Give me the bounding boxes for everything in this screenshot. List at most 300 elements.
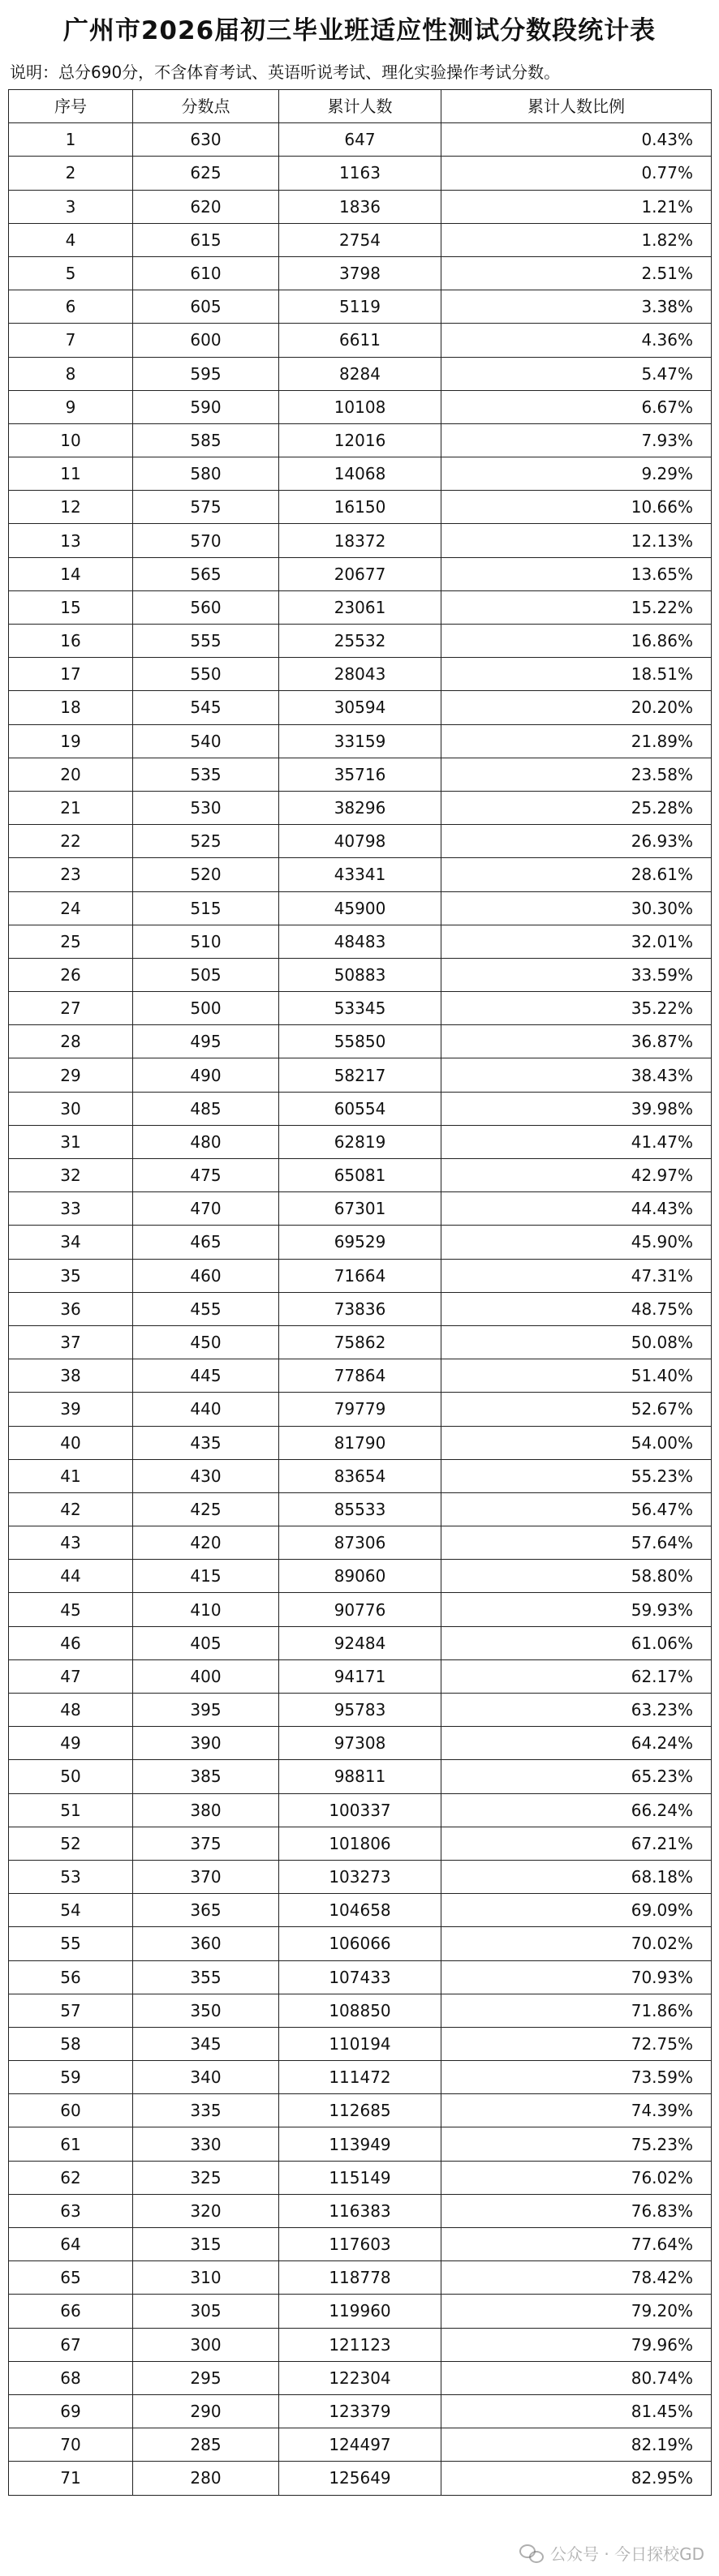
cell-score: 565 <box>133 557 279 590</box>
cell-cumulative-count: 101806 <box>279 1827 441 1860</box>
cell-index: 63 <box>9 2194 133 2227</box>
cell-index: 36 <box>9 1292 133 1325</box>
table-row <box>9 691 712 724</box>
cell-cumulative-count: 85533 <box>279 1492 441 1526</box>
cell-score: 620 <box>133 190 279 223</box>
table-row <box>9 2127 712 2161</box>
table-row <box>9 2027 712 2060</box>
cell-cumulative-count: 95783 <box>279 1694 441 1727</box>
cell-score: 630 <box>133 123 279 157</box>
cell-cumulative-ratio: 67.21% <box>441 1827 712 1860</box>
cell-cumulative-ratio: 75.23% <box>441 2127 712 2161</box>
cell-cumulative-ratio: 55.23% <box>441 1459 712 1492</box>
cell-cumulative-ratio: 48.75% <box>441 1292 712 1325</box>
table-row <box>9 1659 712 1693</box>
cell-cumulative-ratio: 52.67% <box>441 1393 712 1426</box>
cell-index: 24 <box>9 891 133 925</box>
cell-cumulative-ratio: 25.28% <box>441 791 712 824</box>
page-title: 广州市2026届初三毕业班适应性测试分数段统计表 <box>62 16 657 45</box>
cell-cumulative-ratio: 74.39% <box>441 2094 712 2127</box>
cell-score: 360 <box>133 1927 279 1960</box>
cell-cumulative-count: 113949 <box>279 2127 441 2161</box>
cell-score: 450 <box>133 1325 279 1359</box>
cell-cumulative-ratio: 10.66% <box>441 491 712 524</box>
cell-index: 10 <box>9 423 133 457</box>
table-row <box>9 625 712 658</box>
table-row <box>9 2194 712 2227</box>
cell-cumulative-count: 110194 <box>279 2027 441 2060</box>
cell-cumulative-ratio: 5.47% <box>441 357 712 390</box>
cell-cumulative-count: 117603 <box>279 2228 441 2261</box>
cell-index: 35 <box>9 1259 133 1292</box>
cell-score: 480 <box>133 1125 279 1158</box>
cell-cumulative-ratio: 57.64% <box>441 1526 712 1560</box>
cell-index: 50 <box>9 1760 133 1793</box>
table-row <box>9 1159 712 1192</box>
table-header <box>9 90 712 123</box>
cell-score: 445 <box>133 1359 279 1393</box>
cell-cumulative-ratio: 77.64% <box>441 2228 712 2261</box>
header-score: 分数点 <box>133 90 279 123</box>
table-row <box>9 1359 712 1393</box>
cell-cumulative-count: 81790 <box>279 1426 441 1459</box>
cell-score: 425 <box>133 1492 279 1526</box>
table-row <box>9 1325 712 1359</box>
table-body <box>9 123 712 2495</box>
cell-cumulative-ratio: 21.89% <box>441 724 712 758</box>
cell-cumulative-count: 111472 <box>279 2061 441 2094</box>
cell-cumulative-count: 3798 <box>279 256 441 290</box>
cell-score: 310 <box>133 2261 279 2295</box>
table-row <box>9 1125 712 1158</box>
cell-index: 53 <box>9 1860 133 1893</box>
cell-index: 12 <box>9 491 133 524</box>
cell-cumulative-count: 77864 <box>279 1359 441 1393</box>
header-row <box>9 90 712 123</box>
cell-score: 420 <box>133 1526 279 1560</box>
cell-score: 590 <box>133 390 279 423</box>
cell-cumulative-count: 58217 <box>279 1058 441 1092</box>
cell-cumulative-ratio: 38.43% <box>441 1058 712 1092</box>
cell-score: 535 <box>133 758 279 791</box>
cell-score: 525 <box>133 825 279 858</box>
cell-cumulative-count: 69529 <box>279 1226 441 1259</box>
cell-score: 610 <box>133 256 279 290</box>
cell-cumulative-ratio: 33.59% <box>441 958 712 991</box>
cell-cumulative-ratio: 39.98% <box>441 1092 712 1125</box>
cell-cumulative-count: 106066 <box>279 1927 441 1960</box>
table-row <box>9 223 712 256</box>
cell-cumulative-count: 1163 <box>279 157 441 190</box>
cell-score: 355 <box>133 1960 279 1994</box>
cell-index: 55 <box>9 1927 133 1960</box>
cell-cumulative-ratio: 76.02% <box>441 2161 712 2194</box>
table-row <box>9 758 712 791</box>
cell-cumulative-count: 100337 <box>279 1793 441 1827</box>
cell-cumulative-count: 123379 <box>279 2394 441 2428</box>
cell-cumulative-count: 79779 <box>279 1393 441 1426</box>
cell-cumulative-ratio: 36.87% <box>441 1025 712 1058</box>
cell-score: 315 <box>133 2228 279 2261</box>
cell-score: 495 <box>133 1025 279 1058</box>
cell-cumulative-ratio: 1.21% <box>441 190 712 223</box>
cell-score: 405 <box>133 1626 279 1659</box>
cell-cumulative-count: 35716 <box>279 758 441 791</box>
table-row <box>9 290 712 324</box>
cell-index: 62 <box>9 2161 133 2194</box>
cell-cumulative-ratio: 9.29% <box>441 457 712 491</box>
cell-score: 395 <box>133 1694 279 1727</box>
cell-index: 19 <box>9 724 133 758</box>
cell-index: 20 <box>9 758 133 791</box>
cell-index: 39 <box>9 1393 133 1426</box>
cell-score: 370 <box>133 1860 279 1893</box>
cell-cumulative-ratio: 42.97% <box>441 1159 712 1192</box>
cell-score: 560 <box>133 590 279 624</box>
cell-index: 31 <box>9 1125 133 1158</box>
cell-index: 23 <box>9 858 133 891</box>
cell-cumulative-ratio: 65.23% <box>441 1760 712 1793</box>
cell-score: 440 <box>133 1393 279 1426</box>
cell-cumulative-count: 55850 <box>279 1025 441 1058</box>
cell-cumulative-count: 8284 <box>279 357 441 390</box>
table-row <box>9 390 712 423</box>
cell-score: 285 <box>133 2428 279 2462</box>
cell-cumulative-count: 118778 <box>279 2261 441 2295</box>
header-cumulative-count: 累计人数 <box>279 90 441 123</box>
cell-index: 59 <box>9 2061 133 2094</box>
table-row <box>9 2261 712 2295</box>
cell-index: 22 <box>9 825 133 858</box>
cell-index: 47 <box>9 1659 133 1693</box>
table-row <box>9 1793 712 1827</box>
cell-index: 4 <box>9 223 133 256</box>
cell-cumulative-ratio: 0.43% <box>441 123 712 157</box>
table-row <box>9 1760 712 1793</box>
cell-cumulative-ratio: 81.45% <box>441 2394 712 2428</box>
cell-index: 9 <box>9 390 133 423</box>
cell-index: 66 <box>9 2295 133 2328</box>
table-row <box>9 2061 712 2094</box>
cell-cumulative-count: 71664 <box>279 1259 441 1292</box>
cell-index: 48 <box>9 1694 133 1727</box>
cell-score: 290 <box>133 2394 279 2428</box>
cell-index: 25 <box>9 925 133 958</box>
cell-cumulative-count: 103273 <box>279 1860 441 1893</box>
cell-cumulative-count: 83654 <box>279 1459 441 1492</box>
cell-cumulative-count: 1836 <box>279 190 441 223</box>
cell-cumulative-count: 43341 <box>279 858 441 891</box>
table-row <box>9 2428 712 2462</box>
cell-index: 40 <box>9 1426 133 1459</box>
cell-cumulative-ratio: 32.01% <box>441 925 712 958</box>
table-row <box>9 1927 712 1960</box>
cell-cumulative-ratio: 3.38% <box>441 290 712 324</box>
header-cumulative-ratio: 累计人数比例 <box>441 90 712 123</box>
cell-cumulative-count: 104658 <box>279 1894 441 1927</box>
watermark <box>519 2541 704 2565</box>
cell-cumulative-count: 122304 <box>279 2361 441 2394</box>
table-row <box>9 1960 712 1994</box>
cell-cumulative-count: 65081 <box>279 1159 441 1192</box>
cell-cumulative-count: 119960 <box>279 2295 441 2328</box>
cell-cumulative-ratio: 76.83% <box>441 2194 712 2227</box>
table-row <box>9 2361 712 2394</box>
cell-cumulative-ratio: 4.36% <box>441 324 712 357</box>
cell-cumulative-count: 23061 <box>279 590 441 624</box>
cell-cumulative-ratio: 20.20% <box>441 691 712 724</box>
cell-score: 580 <box>133 457 279 491</box>
cell-index: 15 <box>9 590 133 624</box>
cell-cumulative-ratio: 62.17% <box>441 1659 712 1693</box>
cell-index: 68 <box>9 2361 133 2394</box>
cell-cumulative-ratio: 82.95% <box>441 2462 712 2495</box>
table-note: 说明：总分690分，不含体育考试、英语听说考试、理化实验操作考试分数。 <box>10 62 561 82</box>
cell-cumulative-ratio: 13.65% <box>441 557 712 590</box>
cell-cumulative-count: 124497 <box>279 2428 441 2462</box>
cell-cumulative-count: 647 <box>279 123 441 157</box>
cell-index: 3 <box>9 190 133 223</box>
cell-index: 61 <box>9 2127 133 2161</box>
cell-score: 305 <box>133 2295 279 2328</box>
table-row <box>9 1492 712 1526</box>
table-row <box>9 925 712 958</box>
table-row <box>9 2328 712 2361</box>
cell-cumulative-count: 38296 <box>279 791 441 824</box>
cell-cumulative-ratio: 80.74% <box>441 2361 712 2394</box>
table-row <box>9 1626 712 1659</box>
table-row <box>9 2161 712 2194</box>
cell-score: 435 <box>133 1426 279 1459</box>
cell-index: 32 <box>9 1159 133 1192</box>
table-row <box>9 1827 712 1860</box>
cell-index: 43 <box>9 1526 133 1560</box>
table-row <box>9 590 712 624</box>
cell-score: 490 <box>133 1058 279 1092</box>
cell-score: 400 <box>133 1659 279 1693</box>
cell-cumulative-count: 30594 <box>279 691 441 724</box>
cell-cumulative-ratio: 28.61% <box>441 858 712 891</box>
cell-cumulative-ratio: 66.24% <box>441 1793 712 1827</box>
cell-cumulative-ratio: 50.08% <box>441 1325 712 1359</box>
cell-cumulative-ratio: 70.02% <box>441 1927 712 1960</box>
cell-cumulative-count: 125649 <box>279 2462 441 2495</box>
cell-score: 505 <box>133 958 279 991</box>
cell-score: 325 <box>133 2161 279 2194</box>
cell-index: 51 <box>9 1793 133 1827</box>
cell-score: 280 <box>133 2462 279 2495</box>
cell-index: 57 <box>9 1994 133 2027</box>
cell-cumulative-ratio: 2.51% <box>441 256 712 290</box>
table-row <box>9 1593 712 1626</box>
cell-cumulative-ratio: 72.75% <box>441 2027 712 2060</box>
cell-score: 605 <box>133 290 279 324</box>
cell-cumulative-ratio: 6.67% <box>441 390 712 423</box>
cell-cumulative-count: 73836 <box>279 1292 441 1325</box>
cell-index: 2 <box>9 157 133 190</box>
cell-index: 27 <box>9 992 133 1025</box>
cell-score: 555 <box>133 625 279 658</box>
table-row <box>9 2228 712 2261</box>
cell-cumulative-ratio: 7.93% <box>441 423 712 457</box>
cell-score: 600 <box>133 324 279 357</box>
table-row <box>9 1092 712 1125</box>
cell-score: 335 <box>133 2094 279 2127</box>
cell-index: 67 <box>9 2328 133 2361</box>
cell-index: 21 <box>9 791 133 824</box>
cell-cumulative-ratio: 59.93% <box>441 1593 712 1626</box>
cell-index: 38 <box>9 1359 133 1393</box>
cell-index: 65 <box>9 2261 133 2295</box>
cell-index: 17 <box>9 658 133 691</box>
table-row <box>9 2295 712 2328</box>
cell-score: 375 <box>133 1827 279 1860</box>
table-row <box>9 825 712 858</box>
cell-index: 71 <box>9 2462 133 2495</box>
cell-score: 300 <box>133 2328 279 2361</box>
table-row <box>9 1292 712 1325</box>
cell-index: 16 <box>9 625 133 658</box>
cell-score: 470 <box>133 1192 279 1226</box>
table-row <box>9 1426 712 1459</box>
cell-cumulative-ratio: 73.59% <box>441 2061 712 2094</box>
cell-cumulative-ratio: 35.22% <box>441 992 712 1025</box>
cell-cumulative-count: 18372 <box>279 524 441 557</box>
cell-index: 70 <box>9 2428 133 2462</box>
cell-cumulative-count: 20677 <box>279 557 441 590</box>
cell-cumulative-ratio: 1.82% <box>441 223 712 256</box>
cell-score: 415 <box>133 1560 279 1593</box>
table-row <box>9 1393 712 1426</box>
cell-score: 615 <box>133 223 279 256</box>
cell-cumulative-ratio: 61.06% <box>441 1626 712 1659</box>
cell-index: 52 <box>9 1827 133 1860</box>
cell-cumulative-count: 33159 <box>279 724 441 758</box>
table-row <box>9 1560 712 1593</box>
cell-index: 1 <box>9 123 133 157</box>
cell-score: 345 <box>133 2027 279 2060</box>
cell-score: 540 <box>133 724 279 758</box>
cell-cumulative-count: 60554 <box>279 1092 441 1125</box>
table-row <box>9 123 712 157</box>
cell-score: 365 <box>133 1894 279 1927</box>
table-row <box>9 256 712 290</box>
cell-cumulative-ratio: 58.80% <box>441 1560 712 1593</box>
cell-cumulative-ratio: 51.40% <box>441 1359 712 1393</box>
cell-cumulative-ratio: 18.51% <box>441 658 712 691</box>
table-row <box>9 557 712 590</box>
cell-score: 475 <box>133 1159 279 1192</box>
header-index: 序号 <box>9 90 133 123</box>
cell-cumulative-count: 121123 <box>279 2328 441 2361</box>
cell-score: 295 <box>133 2361 279 2394</box>
cell-cumulative-count: 107433 <box>279 1960 441 1994</box>
table-row <box>9 1226 712 1259</box>
cell-cumulative-count: 5119 <box>279 290 441 324</box>
cell-cumulative-count: 28043 <box>279 658 441 691</box>
cell-cumulative-ratio: 15.22% <box>441 590 712 624</box>
cell-index: 8 <box>9 357 133 390</box>
cell-score: 455 <box>133 1292 279 1325</box>
cell-cumulative-ratio: 71.86% <box>441 1994 712 2027</box>
cell-score: 485 <box>133 1092 279 1125</box>
cell-cumulative-ratio: 78.42% <box>441 2261 712 2295</box>
cell-index: 54 <box>9 1894 133 1927</box>
table-row <box>9 958 712 991</box>
cell-cumulative-ratio: 68.18% <box>441 1860 712 1893</box>
cell-index: 42 <box>9 1492 133 1526</box>
table-row <box>9 1894 712 1927</box>
cell-index: 13 <box>9 524 133 557</box>
cell-cumulative-ratio: 41.47% <box>441 1125 712 1158</box>
cell-cumulative-ratio: 30.30% <box>441 891 712 925</box>
cell-cumulative-count: 25532 <box>279 625 441 658</box>
cell-index: 11 <box>9 457 133 491</box>
cell-score: 500 <box>133 992 279 1025</box>
table-row <box>9 658 712 691</box>
cell-score: 320 <box>133 2194 279 2227</box>
cell-index: 60 <box>9 2094 133 2127</box>
cell-score: 575 <box>133 491 279 524</box>
cell-index: 37 <box>9 1325 133 1359</box>
table-row <box>9 157 712 190</box>
cell-index: 56 <box>9 1960 133 1994</box>
cell-cumulative-ratio: 79.96% <box>441 2328 712 2361</box>
table-row <box>9 423 712 457</box>
cell-cumulative-count: 53345 <box>279 992 441 1025</box>
cell-score: 390 <box>133 1727 279 1760</box>
cell-index: 41 <box>9 1459 133 1492</box>
cell-cumulative-ratio: 54.00% <box>441 1426 712 1459</box>
cell-score: 340 <box>133 2061 279 2094</box>
cell-score: 530 <box>133 791 279 824</box>
cell-index: 30 <box>9 1092 133 1125</box>
table-row <box>9 1025 712 1058</box>
cell-score: 570 <box>133 524 279 557</box>
cell-cumulative-ratio: 12.13% <box>441 524 712 557</box>
cell-cumulative-count: 75862 <box>279 1325 441 1359</box>
cell-index: 58 <box>9 2027 133 2060</box>
table-row <box>9 992 712 1025</box>
cell-index: 18 <box>9 691 133 724</box>
cell-index: 7 <box>9 324 133 357</box>
cell-score: 510 <box>133 925 279 958</box>
cell-cumulative-count: 6611 <box>279 324 441 357</box>
cell-score: 460 <box>133 1259 279 1292</box>
table-row <box>9 357 712 390</box>
cell-cumulative-count: 112685 <box>279 2094 441 2127</box>
score-distribution-table <box>8 89 712 2496</box>
cell-cumulative-count: 2754 <box>279 223 441 256</box>
cell-score: 520 <box>133 858 279 891</box>
cell-cumulative-count: 10108 <box>279 390 441 423</box>
table-row <box>9 1526 712 1560</box>
cell-score: 350 <box>133 1994 279 2027</box>
cell-cumulative-ratio: 64.24% <box>441 1727 712 1760</box>
table-row <box>9 2462 712 2495</box>
cell-index: 34 <box>9 1226 133 1259</box>
cell-cumulative-count: 12016 <box>279 423 441 457</box>
cell-score: 330 <box>133 2127 279 2161</box>
cell-cumulative-ratio: 16.86% <box>441 625 712 658</box>
cell-cumulative-count: 67301 <box>279 1192 441 1226</box>
cell-cumulative-count: 16150 <box>279 491 441 524</box>
cell-score: 625 <box>133 157 279 190</box>
cell-index: 49 <box>9 1727 133 1760</box>
cell-index: 69 <box>9 2394 133 2428</box>
cell-score: 410 <box>133 1593 279 1626</box>
cell-index: 28 <box>9 1025 133 1058</box>
